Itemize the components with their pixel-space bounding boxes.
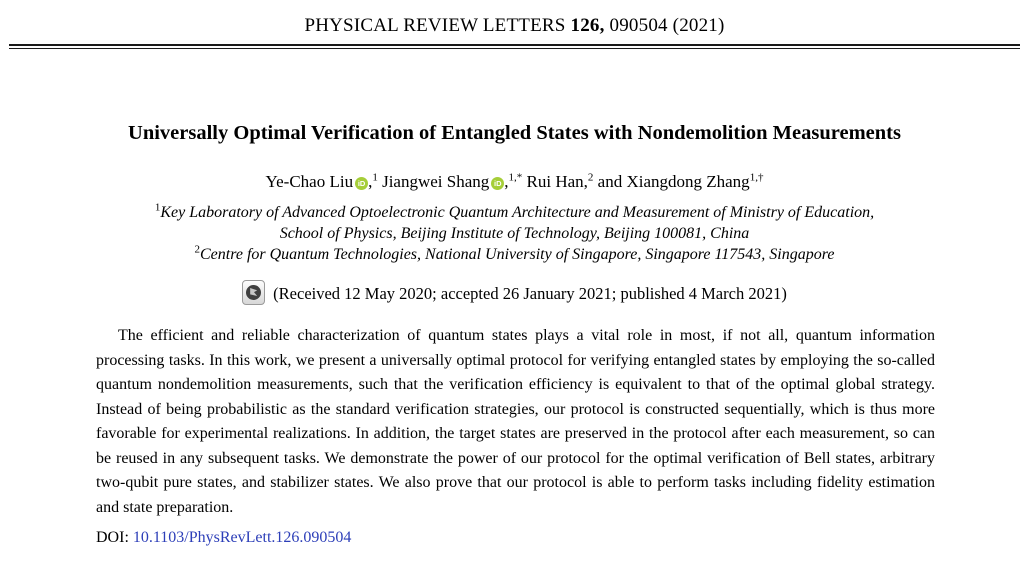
affiliations-block	[0, 202, 1029, 265]
paper-title: Universally Optimal Verification of Entangled States with Nondemolition Measurements	[128, 122, 901, 144]
orcid-icon-label: iD	[357, 179, 366, 188]
header-divider-rule	[9, 44, 1020, 49]
journal-name: PHYSICAL REVIEW LETTERS	[304, 15, 566, 36]
author-affiliation-marker: 1,*	[508, 171, 523, 184]
affiliation-text: Key Laboratory of Advanced Optoelectronic Quantum Architecture and Measurement of Ministry of Education,	[160, 204, 875, 221]
author	[527, 172, 594, 191]
crossmark-glyph	[250, 288, 257, 296]
publication-history-text: (Received 12 May 2020; accepted 26 January 2021; published 4 March 2021)	[273, 284, 787, 303]
affiliation-text: Centre for Quantum Technologies, National University of Singapore, Singapore 117543, Singapore	[200, 246, 835, 263]
crossmark-circle	[246, 285, 261, 300]
doi-line	[96, 528, 1029, 548]
affiliation-line	[0, 223, 1029, 244]
author	[598, 172, 764, 191]
author-name: Jiangwei Shang	[382, 172, 490, 191]
doi-link[interactable]: 10.1103/PhysRevLett.126.090504	[132, 529, 352, 546]
abstract-paragraph: The efficient and reliable characterization of quantum states plays a vital role in most, if not all, quantum information processing tasks. In this work, we present a universally optimal protocol for verifying entangled states by employing the so-called quantum nondemolition measurements, such that the verification efficiency is equivalent to that of the optimal global strategy. Instead of being probabilistic as the standard verification strategies, our protocol is constructed sequentially, which is thus more favorable for experimental realizations. In addition, the target states are preserved in the protocol after each measurement, so can be reused in any subsequent tasks. We demonstrate the power of our protocol for the optimal verification of Bell states, arbitrary two-qubit pure states, and stabilizer states. We also prove that our protocol is able to perform tasks including fidelity estimation and state preparation.	[96, 327, 935, 516]
publication-history-line	[0, 280, 1029, 308]
journal-article-number: 090504 (2021)	[609, 15, 725, 36]
author-name: Ye-Chao Liu	[265, 172, 354, 191]
author-line	[0, 170, 1029, 194]
crossmark-icon[interactable]	[242, 280, 265, 305]
affiliation-marker: 2	[194, 243, 200, 256]
author-affiliation-marker: 1	[372, 171, 378, 184]
journal-header	[0, 0, 1029, 37]
author-separator: ,	[368, 172, 373, 191]
orcid-icon[interactable]	[355, 177, 368, 190]
author-separator: ,	[583, 172, 588, 191]
affiliation-line	[0, 202, 1029, 223]
orcid-icon-label: iD	[494, 179, 502, 188]
author-name: Rui Han	[526, 172, 584, 191]
author-affiliation-marker: 2	[587, 171, 594, 184]
author-name: and Xiangdong Zhang	[597, 172, 750, 191]
affiliation-text: School of Physics, Beijing Institute of Technology, Beijing 100081, China	[279, 225, 750, 242]
affiliation-line	[0, 244, 1029, 265]
orcid-icon[interactable]	[491, 177, 504, 190]
author-separator: ,	[504, 172, 509, 191]
author	[382, 172, 522, 191]
affiliation-marker: 1	[154, 201, 161, 214]
author	[266, 172, 378, 191]
author-affiliation-marker: 1,†	[749, 171, 764, 184]
doi-label: DOI:	[96, 529, 129, 546]
journal-volume: 126,	[570, 15, 605, 36]
